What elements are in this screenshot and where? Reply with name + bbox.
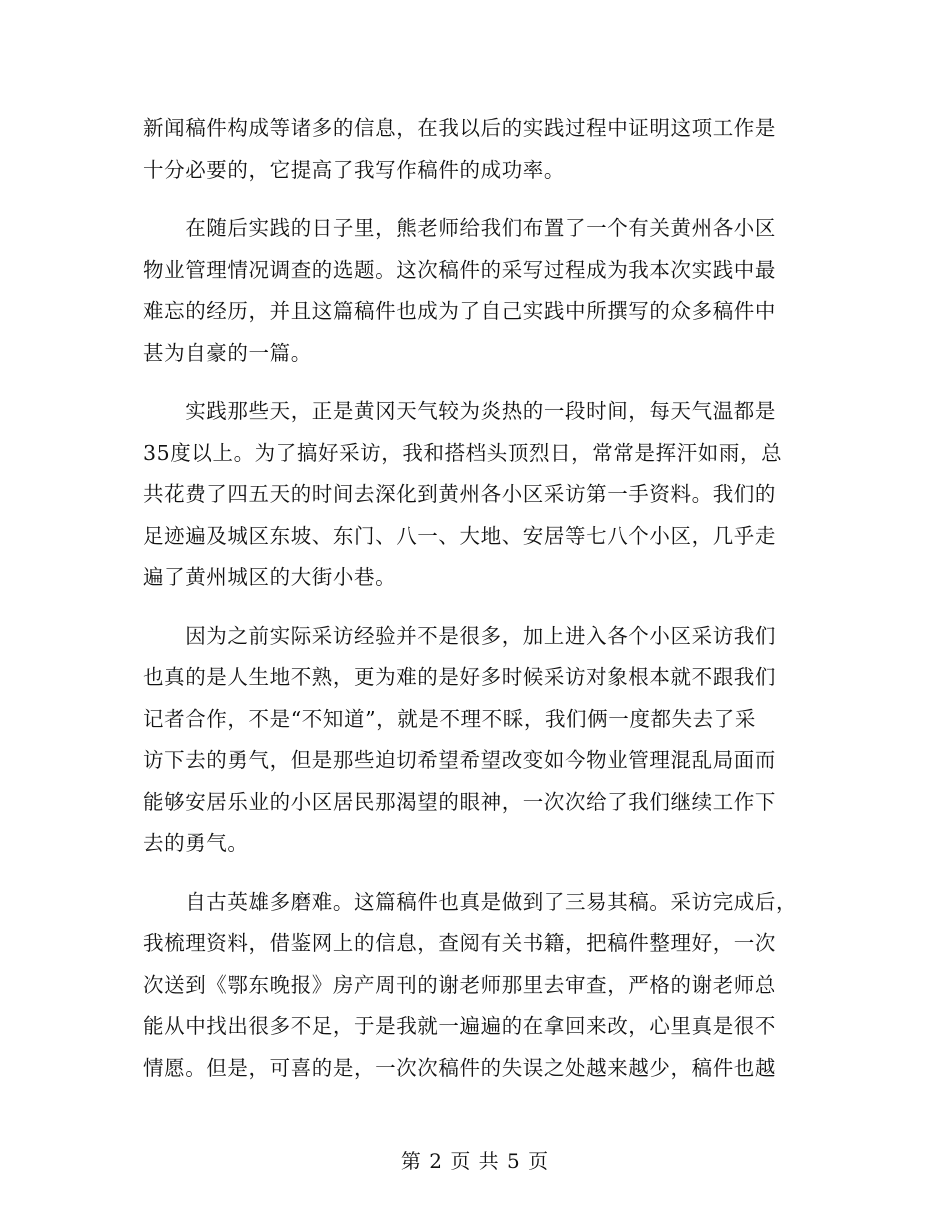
paragraph [143, 108, 795, 191]
text-line: 物业管理情况调查的选题。这次稿件的采写过程成为我本次实践中最 [143, 257, 776, 282]
paragraph [143, 882, 798, 1090]
text-line: 自古英雄多磨难。这篇稿件也真是做到了三易其稿。采访完成后， [143, 889, 798, 914]
paragraph [143, 616, 795, 865]
text-line: 在随后实践的日子里，熊老师给我们布置了一个有关黄州各小区 [143, 216, 776, 240]
text-line: 新闻稿件构成等诸多的信息，在我以后的实践过程中证明这项工作是 [143, 116, 776, 140]
body-text [143, 108, 798, 1089]
text-line: 能从中找出很多不足，于是我就一遍遍的在拿回来改，心里真是很不 [143, 1014, 776, 1038]
text-line: 足迹遍及城区东坡、东门、八一、大地、安居等七八个小区，几乎走 [143, 523, 776, 548]
text-line: 35度以上。为了搞好采访，我和搭档头顶烈日，常常是挥汗如雨，总 [143, 440, 783, 465]
text-line: 也真的是人生地不熟，更为难的是好多时候采访对象根本就不跟我们 [143, 665, 776, 689]
text-line: 记者合作，不是“不知道”，就是不理不睬，我们俩一度都失去了采 [143, 706, 756, 731]
paragraph [143, 208, 795, 374]
text-line: 甚为自豪的一篇。 [143, 340, 312, 365]
text-line: 次送到《鄂东晚报》房产周刊的谢老师那里去审查，严格的谢老师总 [143, 972, 776, 997]
text-line: 十分必要的，它提高了我写作稿件的成功率。 [143, 157, 565, 182]
text-line: 访下去的勇气，但是那些迫切希望希望改变如今物业管理混乱局面而 [143, 748, 776, 772]
text-line: 难忘的经历，并且这篇稿件也成为了自己实践中所撰写的众多稿件中 [143, 299, 776, 323]
text-line: 去的勇气。 [143, 831, 249, 855]
text-line: 因为之前实际采访经验并不是很多，加上进入各个小区采访我们 [143, 623, 776, 648]
text-line: 能够安居乐业的小区居民那渴望的眼神，一次次给了我们继续工作下 [143, 789, 776, 814]
text-line: 我梳理资料，借鉴网上的信息，查阅有关书籍，把稿件整理好，一次 [143, 931, 776, 955]
text-line: 实践那些天，正是黄冈天气较为炎热的一段时间，每天气温都是 [143, 399, 776, 423]
paragraph [143, 391, 795, 599]
page-number: 第 2 页 共 5 页 [400, 1149, 550, 1173]
text-line: 遍了黄州城区的大街小巷。 [143, 565, 397, 589]
text-line: 情愿。但是，可喜的是，一次次稿件的失误之处越来越少，稿件也越 [143, 1055, 776, 1080]
text-line: 共花费了四五天的时间去深化到黄州各小区采访第一手资料。我们的 [143, 482, 776, 506]
